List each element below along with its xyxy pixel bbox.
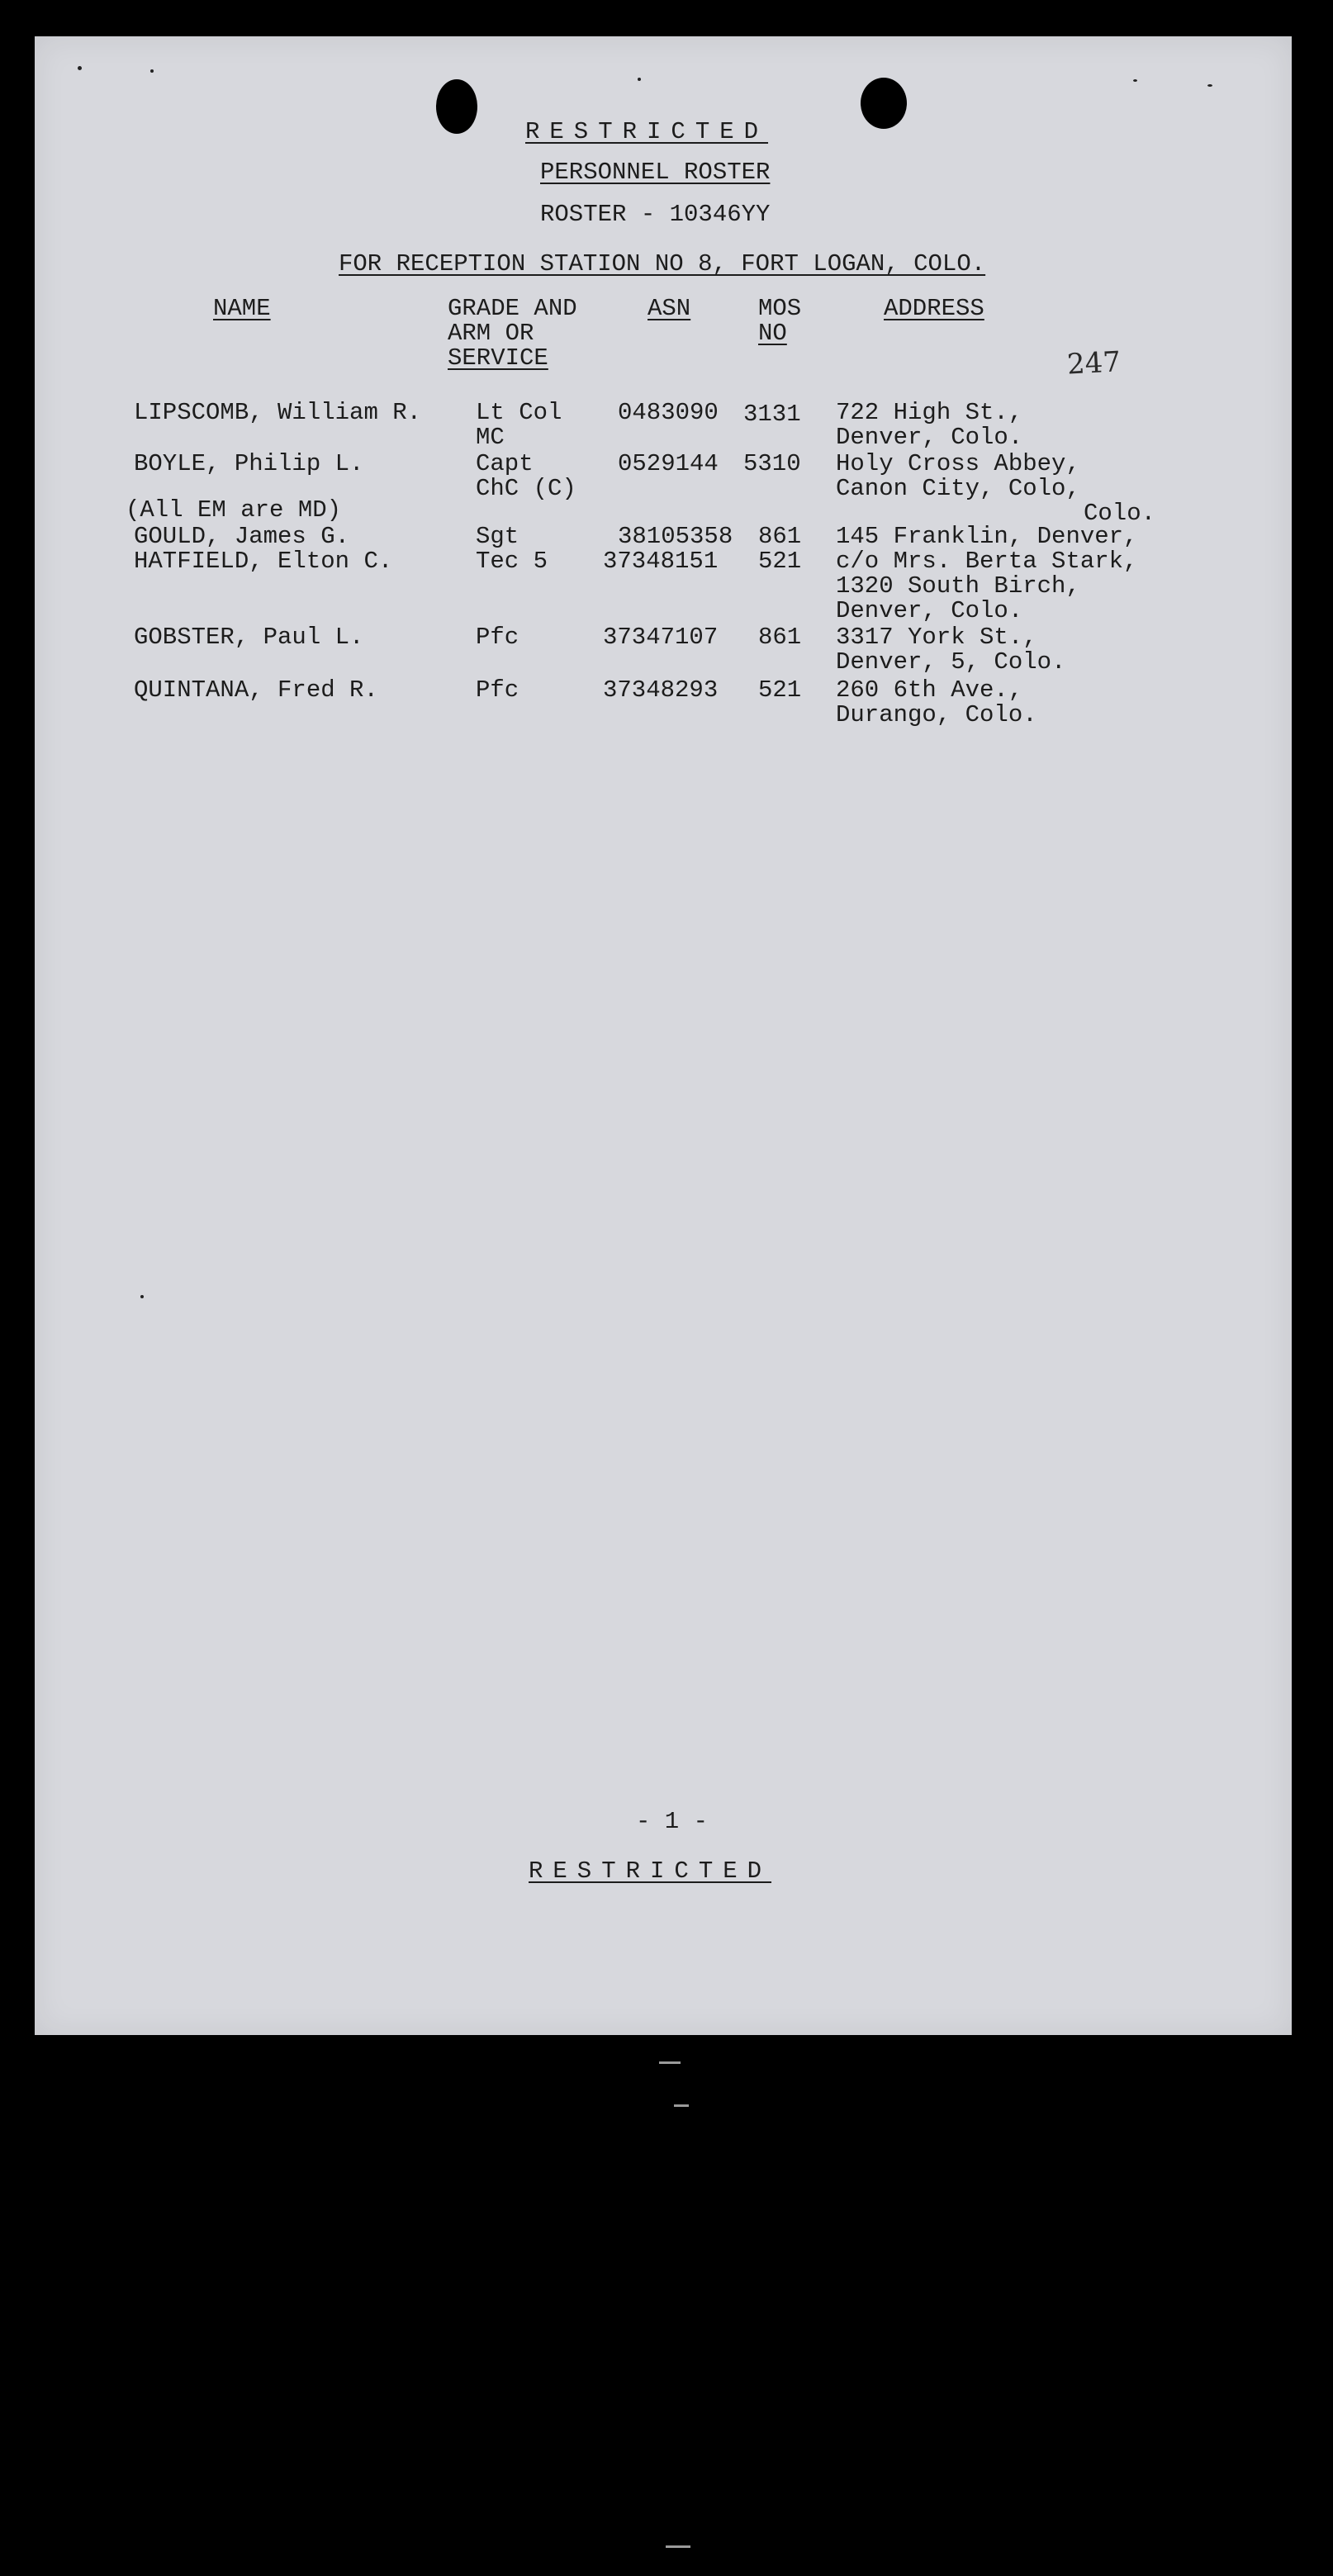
enlisted-note: (All EM are MD) xyxy=(126,496,342,524)
row-5-mos: 861 xyxy=(758,624,802,651)
row-5-grade: Pfc xyxy=(476,624,519,651)
row-1-grade: Lt Col xyxy=(476,399,562,426)
row-1-name: LIPSCOMB, William R. xyxy=(134,399,422,426)
row-6-name: QUINTANA, Fred R. xyxy=(134,676,378,704)
row-2-asn: 0529144 xyxy=(618,450,719,477)
station-line: FOR RECEPTION STATION NO 8, FORT LOGAN, COLO. xyxy=(339,250,986,278)
row-1-mos: 3131 xyxy=(743,401,801,428)
col-mos-header-2: NO xyxy=(758,320,787,347)
row-6-asn: 37348293 xyxy=(603,676,719,704)
row-3-asn: 38105358 xyxy=(618,523,733,550)
scan-artifact xyxy=(666,2545,690,2548)
speck xyxy=(78,66,82,70)
row-6-grade: Pfc xyxy=(476,676,519,704)
row-4-address3: Denver, Colo. xyxy=(836,597,1023,624)
row-4-asn: 37348151 xyxy=(603,548,719,575)
classification-bottom: RESTRICTED xyxy=(529,1857,772,1885)
classification-top: RESTRICTED xyxy=(525,118,769,145)
roster-title: PERSONNEL ROSTER xyxy=(540,159,771,186)
row-4-address1: c/o Mrs. Berta Stark, xyxy=(836,548,1138,575)
row-2-name: BOYLE, Philip L. xyxy=(134,450,364,477)
punch-hole-right xyxy=(861,78,907,129)
row-2-grade2: ChC (C) xyxy=(476,475,576,502)
col-asn-header: ASN xyxy=(648,295,691,322)
row-4-name: HATFIELD, Elton C. xyxy=(134,548,393,575)
row-6-address1: 260 6th Ave., xyxy=(836,676,1023,704)
row-2-mos: 5310 xyxy=(743,450,801,477)
row-3-address1: 145 Franklin, Denver, xyxy=(836,523,1138,550)
roster-number: ROSTER - 10346YY xyxy=(540,201,771,228)
row-5-address2: Denver, 5, Colo. xyxy=(836,648,1066,676)
row-6-mos: 521 xyxy=(758,676,802,704)
row-5-asn: 37347107 xyxy=(603,624,719,651)
scan-artifact xyxy=(674,2104,689,2107)
row-3-name: GOULD, James G. xyxy=(134,523,350,550)
col-name-header: NAME xyxy=(213,295,271,322)
row-1-grade2: MC xyxy=(476,424,505,451)
row-4-grade: Tec 5 xyxy=(476,548,548,575)
row-1-address1: 722 High St., xyxy=(836,399,1023,426)
speck xyxy=(140,1295,144,1298)
row-1-asn: 0483090 xyxy=(618,399,719,426)
row-2-grade: Capt xyxy=(476,450,534,477)
speck xyxy=(638,78,641,81)
row-4-address2: 1320 South Birch, xyxy=(836,572,1080,600)
row-3-grade: Sgt xyxy=(476,523,519,550)
col-address-header: ADDRESS xyxy=(884,295,984,322)
paper-sheet xyxy=(35,36,1292,2035)
speck xyxy=(1207,84,1212,87)
row-3-mos: 861 xyxy=(758,523,802,550)
col-grade-header-1: GRADE AND xyxy=(448,295,577,322)
row-1-address2: Denver, Colo. xyxy=(836,424,1023,451)
row-2-address1: Holy Cross Abbey, xyxy=(836,450,1080,477)
page-number: - 1 - xyxy=(636,1808,709,1835)
scan-artifact xyxy=(659,2061,681,2064)
row-2-address2: Canon City, Colo, xyxy=(836,475,1080,502)
col-grade-header-2: ARM OR xyxy=(448,320,534,347)
row-4-mos: 521 xyxy=(758,548,802,575)
speck xyxy=(1133,79,1137,82)
row-6-address2: Durango, Colo. xyxy=(836,701,1037,728)
row-5-address1: 3317 York St., xyxy=(836,624,1037,651)
row-5-name: GOBSTER, Paul L. xyxy=(134,624,364,651)
row-2-address3: Colo. xyxy=(1084,500,1156,527)
page-stamp: 247 xyxy=(1065,345,1122,382)
speck xyxy=(150,69,154,73)
col-mos-header-1: MOS xyxy=(758,295,802,322)
punch-hole-left xyxy=(436,79,477,134)
col-grade-header-3: SERVICE xyxy=(448,344,548,372)
